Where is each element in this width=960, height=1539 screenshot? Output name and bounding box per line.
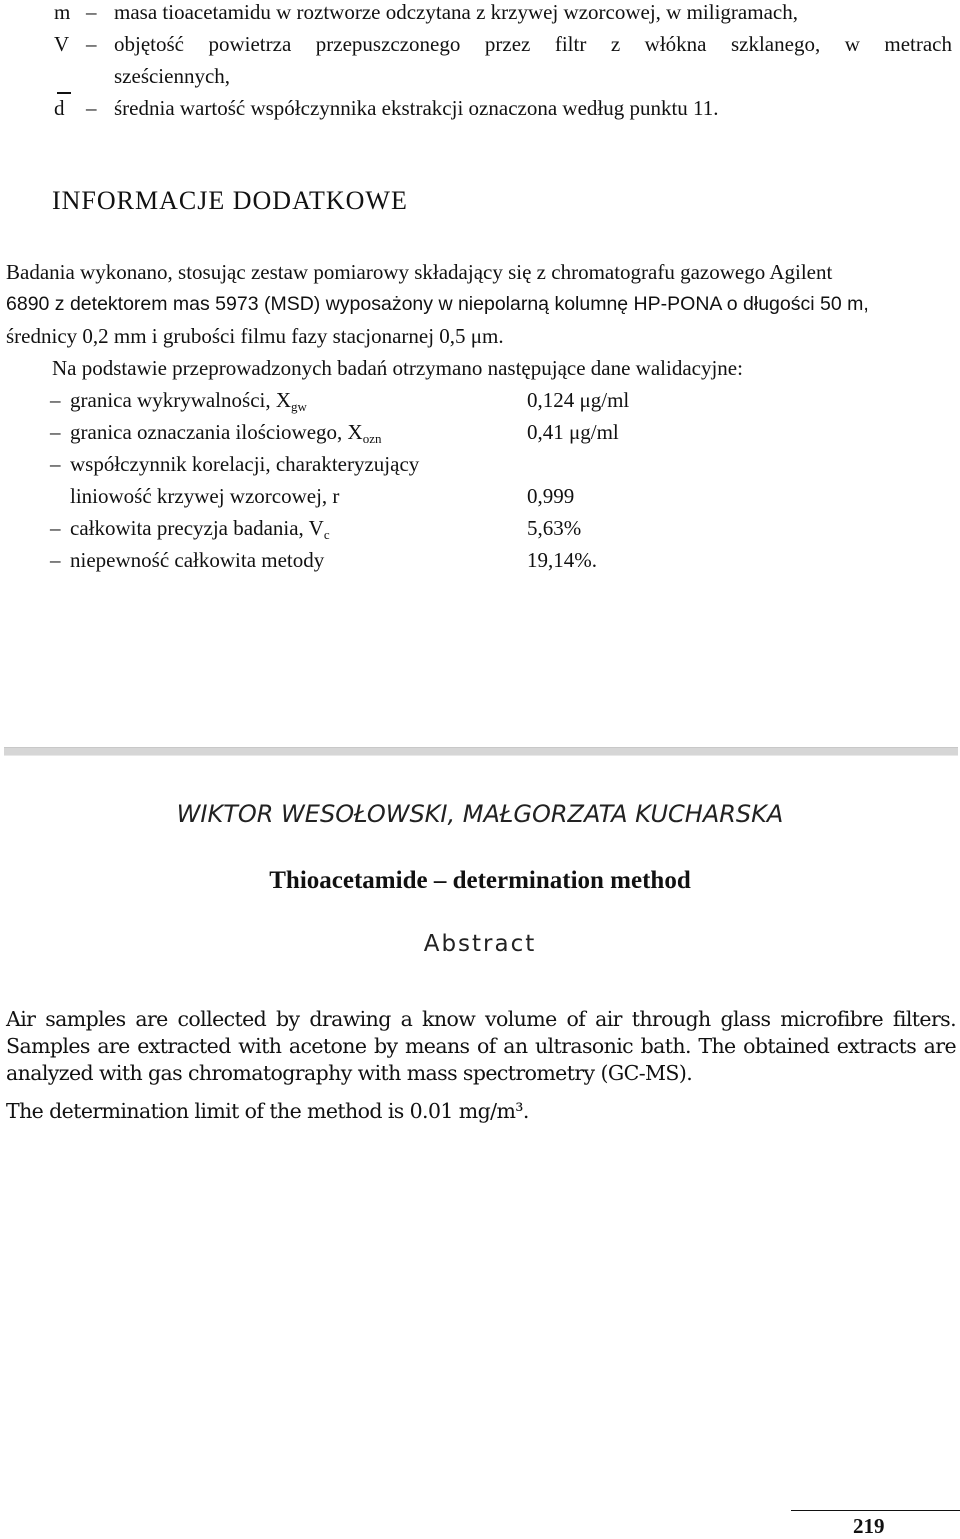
validation-label-text: całkowita precyzja badania, V [70, 516, 324, 540]
definition-text: sześciennych, [114, 64, 231, 88]
validation-label-text: granica oznaczania ilościowego, X [70, 420, 363, 444]
definition-symbol: m [54, 0, 71, 24]
abstract-paragraph: Air samples are collected by drawing a know volume of air through glass microfibre filters. Samples are extracted with acetone by means of an ultrasonic bath. The obtained extracts are analyzed with gas chromatography with mass spectrometry (GC-MS). [6, 1007, 956, 1085]
validation-label [70, 448, 419, 480]
list-dash: – [50, 388, 61, 412]
list-dash: – [50, 548, 61, 572]
validation-subscript: gw [291, 399, 307, 414]
validation-intro: Na podstawie przeprowadzonych badań otrzymano następujące dane walidacyjne: [52, 356, 743, 380]
definition-text: masa tioacetamidu w roztworze odczytana z krzywej wzorcowej, w miligramach, [114, 0, 798, 24]
validation-label-text: granica wykrywalności, X [70, 388, 292, 412]
english-title: Thioacetamide – determination method [269, 867, 691, 894]
footer-rule [791, 1510, 960, 1511]
validation-label-text: niepewność całkowita metody [70, 548, 325, 572]
definition-dash: – [86, 96, 97, 120]
info-line: średnicy 0,2 mm i grubości filmu fazy stacjonarnej 0,5 μm. [6, 324, 504, 348]
validation-label [70, 480, 339, 512]
validation-list [0, 384, 960, 584]
list-dash: – [50, 452, 61, 476]
validation-label-text: liniowość krzywej wzorcowej, r [70, 484, 340, 508]
abstract-paragraph: The determination limit of the method is 0.01 mg/m³. [6, 1099, 529, 1123]
validation-value: 19,14%. [527, 548, 597, 572]
validation-subscript: ozn [362, 431, 382, 446]
definition-symbol: V [54, 32, 70, 56]
validation-value: 0,41 μg/ml [527, 420, 619, 444]
info-line: Badania wykonano, stosując zestaw pomiarowy składający się z chromatografu gazowego Agilent [6, 260, 833, 284]
definition-text: objętość powietrza przepuszczonego przez filtr z włókna szklanego, w metrach [114, 32, 952, 56]
section-divider [4, 747, 958, 756]
abstract-heading: Abstract [423, 931, 537, 957]
list-dash: – [50, 516, 61, 540]
list-dash: – [50, 420, 61, 444]
validation-subscript: c [323, 527, 330, 542]
validation-value: 0,124 μg/ml [527, 388, 630, 412]
definition-text: średnia wartość współczynnika ekstrakcji oznaczona według punktu 11. [114, 96, 719, 120]
definition-symbol: d [54, 96, 65, 120]
validation-label [70, 544, 324, 576]
validation-value: 0,999 [527, 484, 575, 508]
info-line: 6890 z detektorem mas 5973 (MSD) wyposażony w niepolarną kolumnę HP-PONA o długości 50 m, [6, 293, 869, 315]
definition-dash: – [86, 0, 97, 24]
definition-dash: – [86, 32, 97, 56]
section-heading: INFORMACJE DODATKOWE [52, 186, 408, 215]
validation-label-text: współczynnik korelacji, charakteryzujący [70, 452, 420, 476]
validation-value: 5,63% [527, 516, 582, 540]
info-paragraph [6, 256, 956, 352]
page-number: 219 [853, 1514, 885, 1538]
authors: WIKTOR WESOŁOWSKI, MAŁGORZATA KUCHARSKA [176, 800, 784, 828]
